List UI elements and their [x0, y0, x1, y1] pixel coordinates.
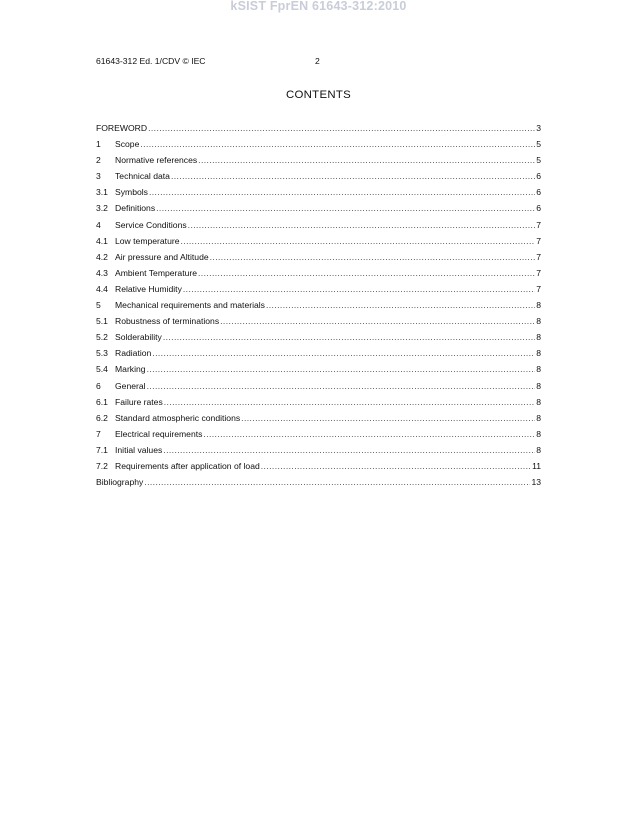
toc-entry-page: 6 — [536, 171, 541, 182]
toc-entry-page: 6 — [536, 203, 541, 214]
toc-entry-radiation[interactable] — [96, 347, 541, 363]
toc-entry-bibliography[interactable] — [96, 476, 541, 492]
dot-leader — [183, 283, 535, 295]
toc-entry-number: 3.2 — [96, 203, 108, 214]
dot-leader — [241, 412, 535, 424]
toc-entry-page: 7 — [536, 219, 541, 230]
dot-leader — [144, 476, 530, 488]
toc-entry-robustness[interactable] — [96, 315, 541, 331]
toc-entry-title[interactable]: Robustness of terminations — [115, 316, 220, 327]
toc-entry-page: 8 — [536, 316, 541, 327]
toc-entry-general[interactable] — [96, 380, 541, 396]
toc-entry-number: 4.4 — [96, 283, 108, 294]
toc-entry-number: 2 — [96, 155, 101, 166]
toc-entry-ambient-temperature[interactable] — [96, 267, 541, 283]
toc-entry-title[interactable]: Failure rates — [115, 396, 163, 407]
toc-entry-page: 3 — [536, 123, 541, 133]
toc-entry-requirements-after-load[interactable] — [96, 460, 541, 476]
toc-entry-title[interactable]: Initial values — [115, 444, 163, 455]
toc-entry-title[interactable]: Technical data — [115, 171, 170, 182]
toc-entry-number: 6.2 — [96, 412, 108, 423]
toc-entry-title[interactable]: Requirements after application of load — [115, 460, 260, 471]
toc-entry-symbols[interactable] — [96, 186, 541, 202]
toc-entry-number: 5.4 — [96, 364, 108, 375]
toc-entry-scope[interactable] — [96, 138, 541, 154]
dot-leader — [147, 363, 536, 375]
toc-entry-number: 5.2 — [96, 332, 108, 343]
toc-entry-title[interactable]: Standard atmospheric conditions — [115, 412, 241, 423]
toc-entry-number: 3.1 — [96, 187, 108, 198]
dot-leader — [147, 380, 536, 392]
dot-leader — [164, 396, 535, 408]
toc-entry-title[interactable]: Air pressure and Altitude — [115, 251, 209, 262]
toc-entry-title[interactable]: General — [115, 380, 146, 391]
toc-entry-page: 8 — [536, 332, 541, 343]
toc-entry-number: 6 — [96, 380, 101, 391]
toc-entry-title[interactable]: Radiation — [115, 348, 152, 359]
toc-entry-number: 4.2 — [96, 251, 108, 262]
contents-title: CONTENTS — [285, 89, 352, 101]
toc-entry-number: 6.1 — [96, 396, 108, 407]
toc-entry-number: 5 — [96, 300, 101, 311]
toc-entry-number: 7.1 — [96, 444, 108, 455]
dot-leader — [198, 267, 535, 279]
toc-entry-mechanical-requirements[interactable] — [96, 299, 541, 315]
toc-entry-initial-values[interactable] — [96, 444, 541, 460]
toc-entry-air-pressure[interactable] — [96, 251, 541, 267]
toc-entry-page: 7 — [536, 283, 541, 294]
dot-leader — [266, 299, 535, 311]
toc-entry-page: 8 — [536, 380, 541, 391]
toc-entry-low-temperature[interactable] — [96, 235, 541, 251]
toc-entry-title[interactable]: Relative Humidity — [115, 283, 182, 294]
toc-entry-title[interactable]: Bibliography — [96, 477, 144, 488]
dot-leader — [171, 170, 535, 182]
dot-leader — [156, 202, 535, 214]
toc-entry-failure-rates[interactable] — [96, 396, 541, 412]
dot-leader — [152, 347, 535, 359]
toc-entry-page: 8 — [536, 396, 541, 407]
page-number: 2 — [315, 56, 320, 66]
dot-leader — [140, 138, 535, 150]
toc-entry-number: 3 — [96, 171, 101, 182]
toc-entry-normative-references[interactable] — [96, 154, 541, 170]
toc-entry-page: 8 — [536, 364, 541, 375]
toc-entry-page: 8 — [536, 444, 541, 455]
toc-entry-service-conditions[interactable] — [96, 219, 541, 235]
toc-entry-number: 4 — [96, 219, 101, 230]
toc-entry-standard-atmospheric-conditions[interactable] — [96, 412, 541, 428]
toc-entry-title[interactable]: Scope — [115, 139, 140, 150]
toc-entry-page: 7 — [536, 251, 541, 262]
dot-leader — [148, 122, 535, 134]
toc-entry-title[interactable]: Symbols — [115, 187, 148, 198]
toc-entry-title[interactable]: Normative references — [115, 155, 198, 166]
dot-leader — [188, 219, 536, 231]
toc-entry-title[interactable]: Solderability — [115, 332, 162, 343]
toc-entry-electrical-requirements[interactable] — [96, 428, 541, 444]
toc-entry-page: 11 — [532, 460, 541, 471]
toc-entry-technical-data[interactable] — [96, 170, 541, 186]
table-of-contents — [96, 122, 541, 492]
toc-entry-page: 8 — [536, 300, 541, 311]
toc-entry-page: 6 — [536, 187, 541, 198]
toc-entry-page: 7 — [536, 267, 541, 278]
dot-leader — [149, 186, 535, 198]
toc-entry-title[interactable]: Mechanical requirements and materials — [115, 300, 265, 311]
toc-entry-solderability[interactable] — [96, 331, 541, 347]
toc-entry-number: 4.1 — [96, 235, 108, 246]
watermark: kSIST FprEN 61643-312:2010 — [230, 0, 407, 13]
toc-entry-title[interactable]: Service Conditions — [115, 219, 187, 230]
toc-entry-definitions[interactable] — [96, 202, 541, 218]
toc-entry-title[interactable]: Electrical requirements — [115, 428, 203, 439]
toc-entry-page: 13 — [531, 477, 541, 488]
toc-entry-page: 5 — [536, 155, 541, 166]
toc-entry-title[interactable]: FOREWORD — [96, 123, 148, 133]
toc-entry-page: 8 — [536, 428, 541, 439]
toc-entry-number: 4.3 — [96, 267, 108, 278]
dot-leader — [220, 315, 535, 327]
toc-entry-number: 1 — [96, 139, 101, 150]
toc-entry-title[interactable]: Definitions — [115, 203, 156, 214]
document-reference: 61643-312 Ed. 1/CDV © IEC — [96, 56, 206, 66]
toc-entry-page: 5 — [536, 139, 541, 150]
toc-entry-foreword[interactable] — [96, 122, 541, 138]
toc-entry-title[interactable]: Ambient Temperature — [115, 267, 198, 278]
dot-leader — [198, 154, 535, 166]
dot-leader — [261, 460, 531, 472]
toc-entry-number: 7.2 — [96, 460, 108, 471]
toc-entry-title[interactable]: Marking — [115, 364, 146, 375]
dot-leader — [181, 235, 536, 247]
toc-entry-number: 5.1 — [96, 316, 108, 327]
dot-leader — [163, 444, 535, 456]
dot-leader — [163, 331, 535, 343]
toc-entry-page: 7 — [536, 235, 541, 246]
dot-leader — [203, 428, 535, 440]
toc-entry-number: 5.3 — [96, 348, 108, 359]
toc-entry-title[interactable]: Low temperature — [115, 235, 180, 246]
toc-entry-page: 8 — [536, 412, 541, 423]
toc-entry-relative-humidity[interactable] — [96, 283, 541, 299]
page-header — [96, 56, 541, 68]
toc-entry-number: 7 — [96, 428, 101, 439]
dot-leader — [210, 251, 536, 263]
toc-entry-marking[interactable] — [96, 363, 541, 379]
toc-entry-page: 8 — [536, 348, 541, 359]
